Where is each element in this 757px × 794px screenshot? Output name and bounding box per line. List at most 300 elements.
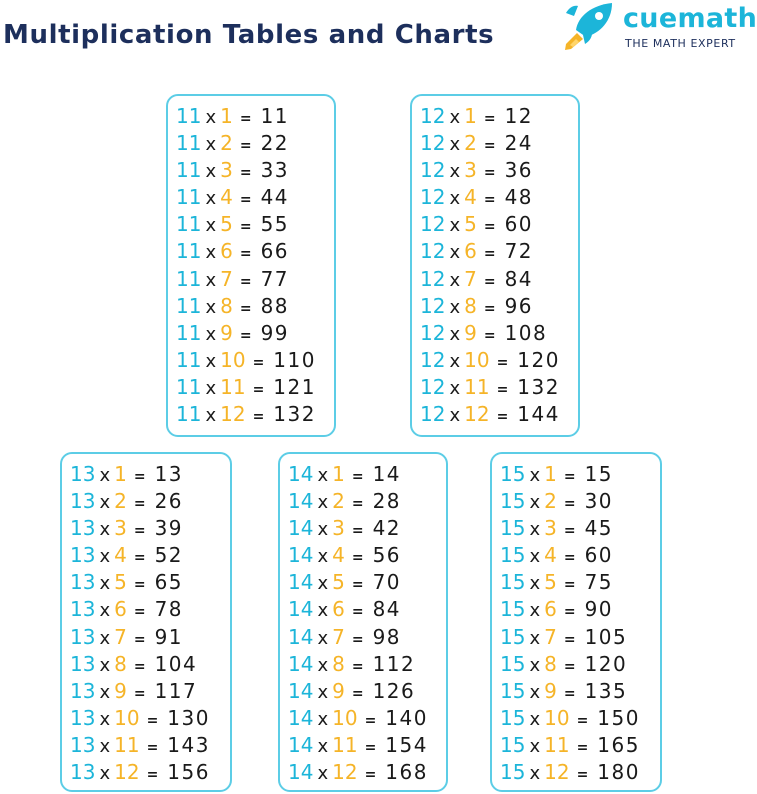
multiplicand: 12: [420, 158, 446, 183]
multiplier: 5: [544, 570, 557, 595]
product: 26: [154, 489, 184, 514]
times-sign: x: [529, 519, 541, 541]
multiplier: 2: [464, 131, 477, 156]
product: 22: [260, 131, 290, 156]
times-sign: x: [449, 134, 461, 156]
multiplicand: 14: [288, 678, 314, 703]
table-row: [288, 705, 446, 732]
equals-sign: =: [133, 631, 146, 648]
multiplier: 10: [464, 347, 490, 372]
page-title: Multiplication Tables and Charts: [3, 20, 495, 50]
table-row: [70, 542, 230, 569]
product: 60: [504, 212, 534, 237]
multiplier: 9: [332, 678, 345, 703]
product: 33: [260, 158, 290, 183]
product: 165: [597, 732, 640, 757]
multiplicand: 15: [500, 462, 526, 486]
product: 77: [260, 266, 290, 291]
multiplier: 12: [332, 760, 358, 785]
times-sign: x: [317, 708, 329, 730]
table-row: [500, 759, 660, 786]
product: 44: [260, 185, 290, 210]
times-sign: x: [205, 296, 217, 318]
product: 14: [372, 462, 402, 486]
equals-sign: =: [483, 300, 496, 317]
multiplicand: 12: [420, 347, 446, 372]
multiplicand: 13: [70, 678, 96, 703]
product: 120: [517, 347, 560, 372]
times-sign: x: [317, 465, 329, 486]
times-sign: x: [99, 492, 111, 514]
table-row: [176, 157, 334, 184]
multiplicand: 14: [288, 543, 314, 568]
equals-sign: =: [133, 577, 146, 594]
table-row: [70, 651, 230, 678]
multiplier: 11: [544, 732, 570, 757]
equals-sign: =: [146, 739, 159, 756]
multiplier: 4: [544, 543, 557, 568]
equals-sign: =: [563, 550, 576, 567]
equals-sign: =: [563, 469, 576, 485]
multiplicand: 14: [288, 760, 314, 785]
equals-sign: =: [351, 658, 364, 675]
equals-sign: =: [239, 219, 252, 236]
times-sign: x: [449, 296, 461, 318]
multiplier: 8: [332, 651, 345, 676]
multiplier: 9: [220, 320, 233, 345]
equals-sign: =: [239, 192, 252, 209]
multiplicand: 12: [420, 185, 446, 210]
multiplicand: 12: [420, 266, 446, 291]
multiplicand: 15: [500, 516, 526, 541]
multiplicand: 15: [500, 570, 526, 595]
product: 56: [372, 543, 402, 568]
equals-sign: =: [239, 165, 252, 182]
times-sign: x: [205, 134, 217, 156]
product: 140: [385, 705, 428, 730]
table-row: [500, 705, 660, 732]
table-row: [70, 461, 230, 488]
multiplicand: 15: [500, 624, 526, 649]
table-card-12: [410, 94, 580, 437]
multiplicand: 11: [176, 104, 202, 128]
equals-sign: =: [133, 496, 146, 513]
product: 126: [372, 678, 416, 703]
times-sign: x: [317, 627, 329, 649]
equals-sign: =: [133, 604, 146, 621]
multiplier: 8: [114, 651, 127, 676]
table-row: [176, 184, 334, 211]
times-sign: x: [529, 627, 541, 649]
table-row: [176, 211, 334, 238]
times-sign: x: [99, 627, 111, 649]
product: 48: [504, 185, 534, 210]
product: 36: [504, 158, 534, 183]
multiplicand: 12: [420, 374, 446, 399]
product: 78: [154, 597, 184, 622]
equals-sign: =: [483, 192, 496, 209]
multiplicand: 12: [420, 131, 446, 156]
multiplier: 7: [544, 624, 557, 649]
product: 75: [584, 570, 614, 595]
table-row: [420, 184, 578, 211]
table-row: [288, 678, 446, 705]
table-row: [420, 293, 578, 320]
table-row: [500, 569, 660, 596]
equals-sign: =: [364, 767, 377, 784]
table-row: [70, 732, 230, 759]
times-sign: x: [99, 735, 111, 757]
product: 15: [584, 462, 614, 486]
equals-sign: =: [351, 523, 364, 540]
multiplicand: 14: [288, 516, 314, 541]
multiplicand: 13: [70, 489, 96, 514]
equals-sign: =: [483, 273, 496, 290]
product: 39: [154, 516, 184, 541]
equals-sign: =: [496, 381, 509, 398]
multiplier: 7: [220, 266, 233, 291]
multiplicand: 14: [288, 489, 314, 514]
multiplier: 11: [220, 374, 246, 399]
multiplier: 1: [332, 462, 345, 486]
equals-sign: =: [576, 767, 589, 784]
multiplicand: 13: [70, 651, 96, 676]
multiplicand: 13: [70, 732, 96, 757]
table-card-15: [490, 452, 662, 792]
times-sign: x: [205, 107, 217, 128]
multiplier: 9: [464, 320, 477, 345]
times-sign: x: [449, 269, 461, 291]
equals-sign: =: [483, 327, 496, 344]
times-sign: x: [529, 492, 541, 514]
product: 150: [597, 705, 640, 730]
equals-sign: =: [364, 712, 377, 729]
table-row: [500, 461, 660, 488]
multiplicand: 14: [288, 570, 314, 595]
times-sign: x: [449, 405, 461, 427]
product: 143: [167, 732, 210, 757]
multiplicand: 11: [176, 185, 202, 210]
equals-sign: =: [239, 327, 252, 344]
product: 11: [260, 104, 290, 128]
multiplier: 12: [220, 402, 246, 427]
multiplier: 3: [544, 516, 557, 541]
multiplier: 7: [114, 624, 127, 649]
multiplicand: 15: [500, 489, 526, 514]
equals-sign: =: [576, 712, 589, 729]
multiplier: 8: [220, 293, 233, 318]
product: 104: [154, 651, 198, 676]
equals-sign: =: [133, 550, 146, 567]
table-row: [288, 542, 446, 569]
times-sign: x: [529, 600, 541, 622]
table-card-14: [278, 452, 448, 792]
product: 42: [372, 516, 402, 541]
equals-sign: =: [146, 712, 159, 729]
multiplier: 9: [544, 678, 557, 703]
multiplicand: 13: [70, 760, 96, 785]
equals-sign: =: [239, 273, 252, 290]
table-row: [176, 347, 334, 374]
table-row: [500, 651, 660, 678]
multiplicand: 13: [70, 462, 96, 486]
multiplier: 3: [114, 516, 127, 541]
multiplier: 3: [332, 516, 345, 541]
equals-sign: =: [351, 604, 364, 621]
product: 132: [273, 402, 316, 427]
logo-tagline: THE MATH EXPERT: [625, 37, 736, 50]
product: 121: [273, 374, 316, 399]
product: 132: [517, 374, 560, 399]
multiplier: 11: [332, 732, 358, 757]
product: 180: [597, 760, 640, 785]
multiplicand: 11: [176, 347, 202, 372]
equals-sign: =: [351, 496, 364, 513]
product: 168: [385, 760, 428, 785]
table-row: [420, 374, 578, 401]
multiplier: 4: [114, 543, 127, 568]
equals-sign: =: [252, 354, 265, 371]
times-sign: x: [449, 350, 461, 372]
product: 130: [167, 705, 210, 730]
multiplier: 3: [220, 158, 233, 183]
equals-sign: =: [351, 469, 364, 485]
table-row: [420, 211, 578, 238]
multiplicand: 15: [500, 760, 526, 785]
product: 99: [260, 320, 290, 345]
times-sign: x: [449, 377, 461, 399]
product: 156: [167, 760, 210, 785]
multiplicand: 12: [420, 239, 446, 264]
product: 98: [372, 624, 402, 649]
product: 108: [504, 320, 548, 345]
product: 90: [584, 597, 614, 622]
multiplier: 9: [114, 678, 127, 703]
equals-sign: =: [351, 685, 364, 702]
equals-sign: =: [563, 496, 576, 513]
times-sign: x: [205, 350, 217, 372]
table-row: [288, 488, 446, 515]
equals-sign: =: [496, 354, 509, 371]
times-sign: x: [317, 519, 329, 541]
table-row: [70, 678, 230, 705]
times-sign: x: [449, 242, 461, 264]
product: 117: [154, 678, 198, 703]
equals-sign: =: [252, 409, 265, 426]
multiplicand: 13: [70, 570, 96, 595]
equals-sign: =: [563, 523, 576, 540]
times-sign: x: [529, 735, 541, 757]
product: 70: [372, 570, 402, 595]
times-sign: x: [205, 161, 217, 183]
multiplier: 1: [464, 104, 477, 128]
product: 88: [260, 293, 290, 318]
product: 55: [260, 212, 290, 237]
table-row: [420, 347, 578, 374]
times-sign: x: [529, 681, 541, 703]
product: 60: [584, 543, 614, 568]
product: 112: [372, 651, 416, 676]
times-sign: x: [205, 269, 217, 291]
times-sign: x: [205, 377, 217, 399]
table-row: [176, 130, 334, 157]
equals-sign: =: [483, 246, 496, 263]
table-row: [70, 488, 230, 515]
times-sign: x: [317, 654, 329, 676]
times-sign: x: [449, 323, 461, 345]
rocket-icon: [562, 0, 618, 52]
times-sign: x: [529, 654, 541, 676]
product: 84: [504, 266, 534, 291]
cuemath-logo[interactable]: [562, 0, 757, 56]
multiplier: 10: [332, 705, 358, 730]
multiplier: 10: [220, 347, 246, 372]
table-row: [500, 542, 660, 569]
multiplicand: 11: [176, 131, 202, 156]
product: 28: [372, 489, 402, 514]
table-row: [420, 238, 578, 265]
times-sign: x: [99, 654, 111, 676]
multiplicand: 14: [288, 732, 314, 757]
equals-sign: =: [239, 300, 252, 317]
times-sign: x: [99, 573, 111, 595]
table-row: [288, 596, 446, 623]
product: 154: [385, 732, 428, 757]
product: 52: [154, 543, 184, 568]
multiplicand: 14: [288, 597, 314, 622]
times-sign: x: [99, 600, 111, 622]
multiplicand: 13: [70, 705, 96, 730]
table-row: [288, 759, 446, 786]
product: 72: [504, 239, 534, 264]
times-sign: x: [529, 763, 541, 785]
table-row: [500, 515, 660, 542]
equals-sign: =: [239, 138, 252, 155]
table-card-11: [166, 94, 336, 437]
table-card-13: [60, 452, 232, 792]
multiplier: 5: [220, 212, 233, 237]
multiplicand: 12: [420, 104, 446, 128]
table-row: [288, 515, 446, 542]
multiplier: 7: [332, 624, 345, 649]
multiplicand: 15: [500, 678, 526, 703]
equals-sign: =: [133, 469, 146, 485]
table-row: [70, 515, 230, 542]
equals-sign: =: [483, 138, 496, 155]
table-row: [420, 157, 578, 184]
multiplier: 6: [544, 597, 557, 622]
product: 84: [372, 597, 402, 622]
equals-sign: =: [563, 631, 576, 648]
product: 13: [154, 462, 184, 486]
table-row: [500, 678, 660, 705]
times-sign: x: [99, 708, 111, 730]
times-sign: x: [317, 492, 329, 514]
equals-sign: =: [146, 767, 159, 784]
equals-sign: =: [563, 577, 576, 594]
equals-sign: =: [483, 219, 496, 236]
logo-wordmark: cuemath: [623, 3, 757, 34]
multiplier: 2: [544, 489, 557, 514]
product: 105: [584, 624, 628, 649]
times-sign: x: [99, 465, 111, 486]
multiplier: 10: [544, 705, 570, 730]
multiplicand: 15: [500, 543, 526, 568]
table-row: [288, 732, 446, 759]
table-row: [288, 651, 446, 678]
times-sign: x: [449, 161, 461, 183]
multiplicand: 12: [420, 402, 446, 427]
times-sign: x: [317, 546, 329, 568]
table-row: [420, 320, 578, 347]
multiplicand: 12: [420, 293, 446, 318]
equals-sign: =: [351, 550, 364, 567]
times-sign: x: [99, 546, 111, 568]
multiplier: 6: [332, 597, 345, 622]
product: 96: [504, 293, 534, 318]
times-sign: x: [317, 735, 329, 757]
multiplier: 4: [332, 543, 345, 568]
times-sign: x: [205, 323, 217, 345]
multiplicand: 13: [70, 516, 96, 541]
table-row: [176, 401, 334, 428]
multiplier: 1: [544, 462, 557, 486]
times-sign: x: [99, 681, 111, 703]
table-row: [70, 596, 230, 623]
multiplier: 2: [114, 489, 127, 514]
equals-sign: =: [351, 631, 364, 648]
table-row: [420, 130, 578, 157]
multiplier: 5: [332, 570, 345, 595]
multiplicand: 11: [176, 293, 202, 318]
table-row: [420, 103, 578, 130]
multiplier: 1: [114, 462, 127, 486]
multiplicand: 11: [176, 266, 202, 291]
equals-sign: =: [239, 246, 252, 263]
table-row: [70, 624, 230, 651]
multiplicand: 11: [176, 374, 202, 399]
equals-sign: =: [496, 409, 509, 426]
multiplicand: 13: [70, 597, 96, 622]
multiplier: 12: [464, 402, 490, 427]
table-row: [176, 374, 334, 401]
equals-sign: =: [563, 685, 576, 702]
table-row: [176, 238, 334, 265]
equals-sign: =: [563, 658, 576, 675]
equals-sign: =: [133, 523, 146, 540]
multiplicand: 12: [420, 320, 446, 345]
multiplier: 6: [464, 239, 477, 264]
product: 65: [154, 570, 184, 595]
table-row: [70, 569, 230, 596]
table-row: [176, 103, 334, 130]
table-row: [176, 320, 334, 347]
multiplier: 1: [220, 104, 233, 128]
product: 135: [584, 678, 628, 703]
times-sign: x: [317, 763, 329, 785]
multiplier: 8: [544, 651, 557, 676]
multiplicand: 11: [176, 158, 202, 183]
multiplicand: 14: [288, 651, 314, 676]
multiplier: 4: [220, 185, 233, 210]
times-sign: x: [449, 107, 461, 128]
multiplier: 10: [114, 705, 140, 730]
multiplicand: 11: [176, 402, 202, 427]
table-row: [288, 461, 446, 488]
table-row: [500, 488, 660, 515]
times-sign: x: [205, 188, 217, 210]
product: 120: [584, 651, 628, 676]
